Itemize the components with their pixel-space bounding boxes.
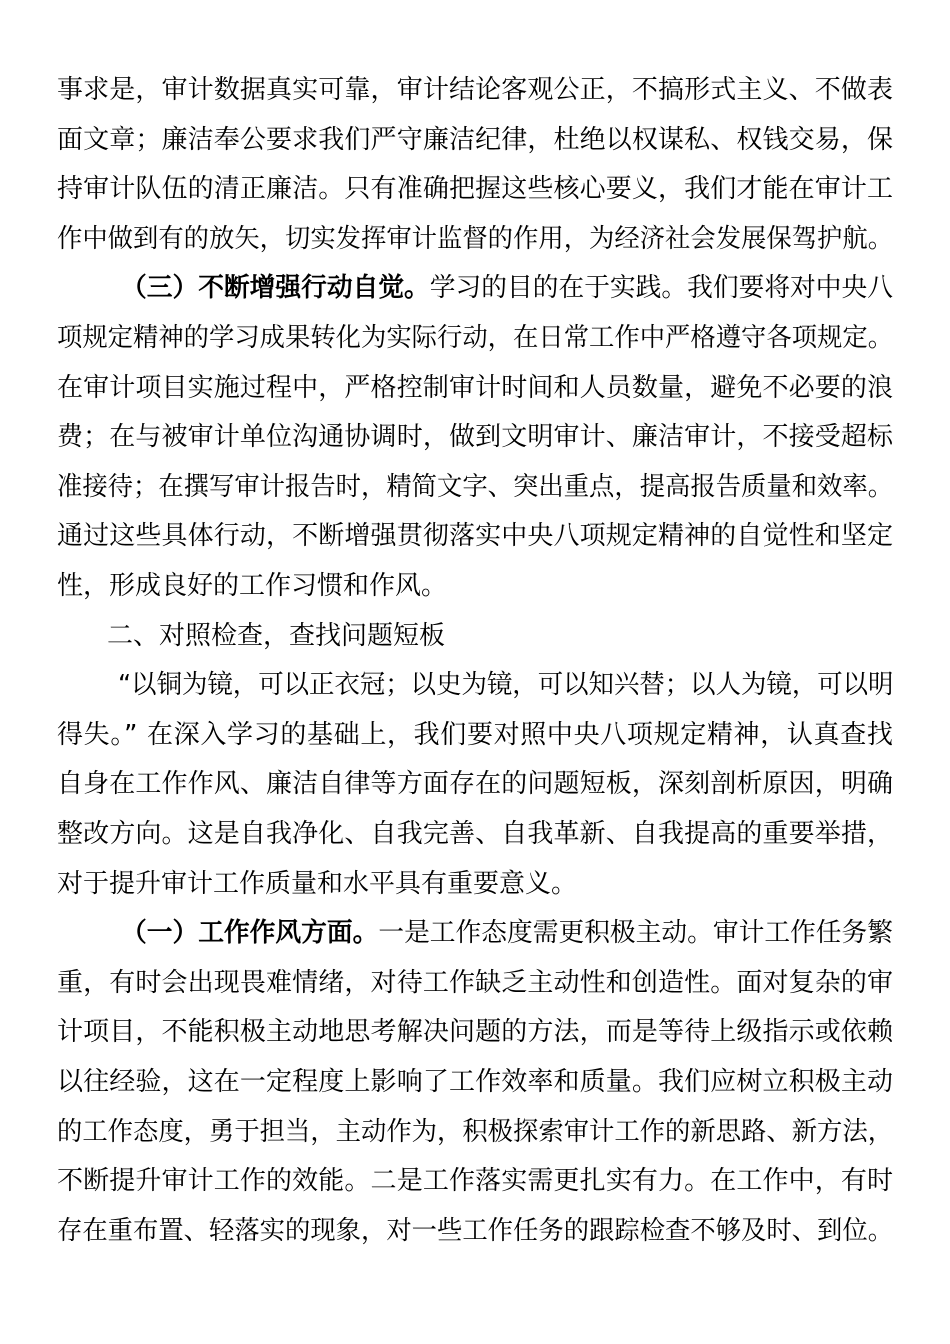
text-line — [57, 516, 893, 556]
text-line — [57, 814, 893, 854]
text-line — [57, 1012, 893, 1052]
text-line — [57, 467, 893, 507]
text-line — [57, 963, 893, 1003]
body-text: 自身在工作作风、廉洁自律等方面存在的问题短板，深刻剖析原因，明确 — [57, 769, 894, 800]
body-text: 一是工作态度需更积极主动。审计工作任务繁 — [378, 918, 893, 949]
text-line — [57, 368, 893, 408]
text-line — [57, 120, 893, 160]
bold-heading-text: （一）工作作风方面。 — [121, 918, 379, 949]
text-line — [57, 169, 893, 209]
text-line — [57, 1112, 893, 1152]
body-text: 作中做到有的放矢，切实发挥审计监督的作用，为经济社会发展保驾护航。 — [57, 223, 894, 254]
text-line — [57, 70, 893, 110]
body-text: 费；在与被审计单位沟通协调时，做到文明审计、廉洁审计，不接受超标 — [57, 422, 894, 453]
body-text: 的工作态度，勇于担当，主动作为，积极探索审计工作的新思路、新方法， — [57, 1116, 894, 1147]
text-line — [57, 566, 447, 606]
text-line — [121, 268, 893, 308]
body-text: 在审计项目实施过程中，严格控制审计时间和人员数量，避免不必要的浪 — [57, 372, 894, 403]
body-text: 整改方向。这是自我净化、自我完善、自我革新、自我提高的重要举措， — [57, 819, 894, 849]
body-text: 通过这些具体行动，不断增强贯彻落实中央八项规定精神的自觉性和坚定 — [57, 521, 894, 552]
body-text: “以铜为镜，可以正衣冠；以史为镜，可以知兴替；以人为镜，可以明 — [118, 670, 894, 701]
text-line — [57, 715, 894, 755]
body-text: 以往经验，这在一定程度上影响了工作效率和质量。我们应树立积极主动 — [57, 1067, 894, 1097]
text-line — [57, 219, 893, 259]
body-text: 得失。” 在深入学习的基础上，我们要对照中央八项规定精神，认真查找 — [57, 719, 894, 750]
text-line — [57, 1062, 893, 1102]
body-text: 项规定精神的学习成果转化为实际行动，在日常工作中严格遵守各项规定。 — [57, 323, 894, 353]
body-text: 二、对照检查，查找问题短板 — [107, 620, 446, 651]
body-text: 存在重布置、轻落实的现象，对一些工作任务的跟踪检查不够及时、到位。 — [57, 1215, 894, 1246]
text-line — [118, 665, 893, 705]
body-text: 持审计队伍的清正廉洁。只有准确把握这些核心要义，我们才能在审计工 — [57, 174, 894, 205]
body-text: 计项目，不能积极主动地思考解决问题的方法，而是等待上级指示或依赖 — [57, 1017, 894, 1048]
text-line — [57, 764, 893, 804]
body-text: 面文章；廉洁奉公要求我们严守廉洁纪律，杜绝以权谋私、权钱交易，保 — [57, 124, 894, 155]
body-text: 对于提升审计工作质量和水平具有重要意义。 — [57, 868, 578, 899]
text-line — [121, 913, 893, 953]
text-line — [57, 318, 893, 358]
text-line — [57, 417, 893, 457]
body-text: 事求是，审计数据真实可靠，审计结论客观公正，不搞形式主义、不做表 — [57, 75, 894, 105]
body-text: 不断提升审计工作的效能。二是工作落实需更扎实有力。在工作中，有时 — [57, 1166, 894, 1197]
text-line — [107, 616, 445, 656]
body-text: 准接待；在撰写审计报告时，精简文字、突出重点，提高报告质量和效率。 — [57, 471, 894, 502]
bold-heading-text: （三）不断增强行动自觉。 — [121, 273, 430, 304]
text-line — [57, 1211, 893, 1251]
text-line — [57, 1161, 893, 1201]
body-text: 性，形成良好的工作习惯和作风。 — [57, 571, 448, 601]
text-line — [57, 864, 577, 904]
body-text: 学习的目的在于实践。我们要将对中央八 — [429, 273, 893, 304]
body-text: 重，有时会出现畏难情绪，对待工作缺乏主动性和创造性。面对复杂的审 — [57, 967, 894, 998]
